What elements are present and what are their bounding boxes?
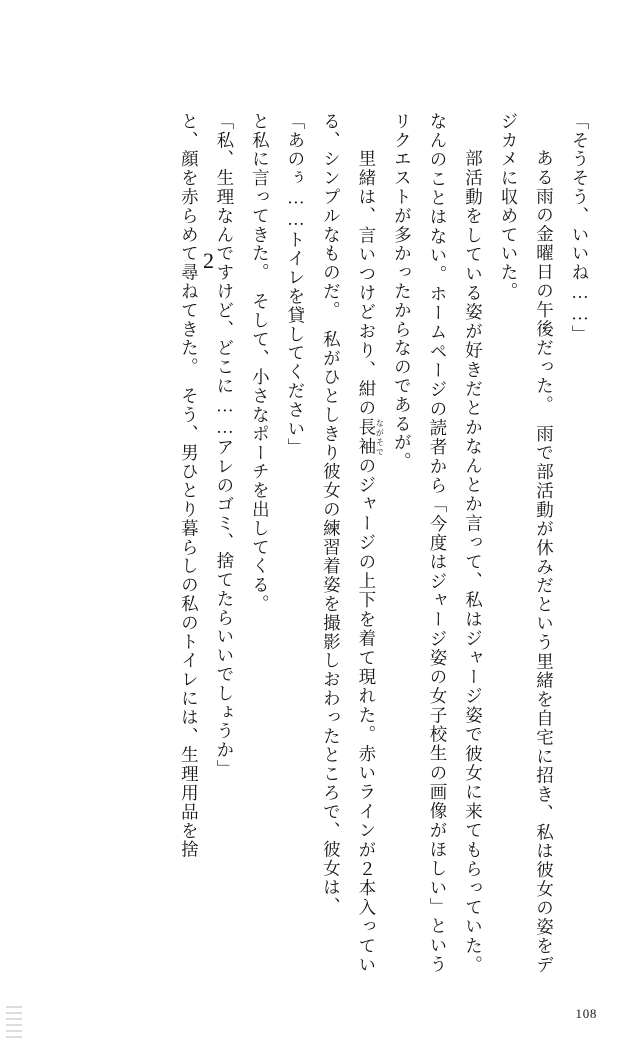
paragraph-1: 「そうそう、いいね……」 — [570, 112, 590, 344]
page-number: 108 — [575, 1006, 597, 1021]
paragraph-6: と私に言ってきた。 そして、小さなポーチを出してくる。 — [250, 112, 271, 614]
ruby-annotation: 長袖ながそで — [356, 417, 385, 456]
body-text — [87, 112, 597, 974]
paragraph-2: ある雨の金曜日の午後だった。 雨で部活動が休みだという里緒を自宅に招き、私は彼女の姿をデジカメに収めていた。 — [498, 112, 555, 974]
scan-artifact — [6, 1006, 22, 1040]
paragraph-5: 「あのぅ……トイレを貸してください」 — [285, 112, 306, 458]
chapter-number: 2 — [203, 248, 214, 273]
paragraph-4: 里緒は、言いつけどおり、紺の長袖ながそでのジャージの上下を着て現れた。赤いラインが２本入っている、シンプルなものだ。 私がひとしきり彼女の練習着姿を撮影しおわったところで、彼女は、 — [321, 112, 385, 974]
paragraph-3: 部活動をしている姿が好きだとかなんとか言って、私はジャージ姿で彼女に来てもらっていた。なんのことはない。ホームページの読者から「今度はジャージ姿の女子校生の画像がほしい」というリクエストが多かったからなのであるが。 — [392, 112, 484, 974]
paragraph-7: 「私、生理なんですけど、どこに……アレのゴミ、捨てたらいいでしょうか」 — [214, 112, 235, 779]
ruby-reading: ながそで — [375, 417, 385, 456]
paragraph-8: と、顔を赤らめて尋ねてきた。 そう、男ひとり暮らしの私のトイレには、生理用品を捨 — [179, 112, 200, 860]
